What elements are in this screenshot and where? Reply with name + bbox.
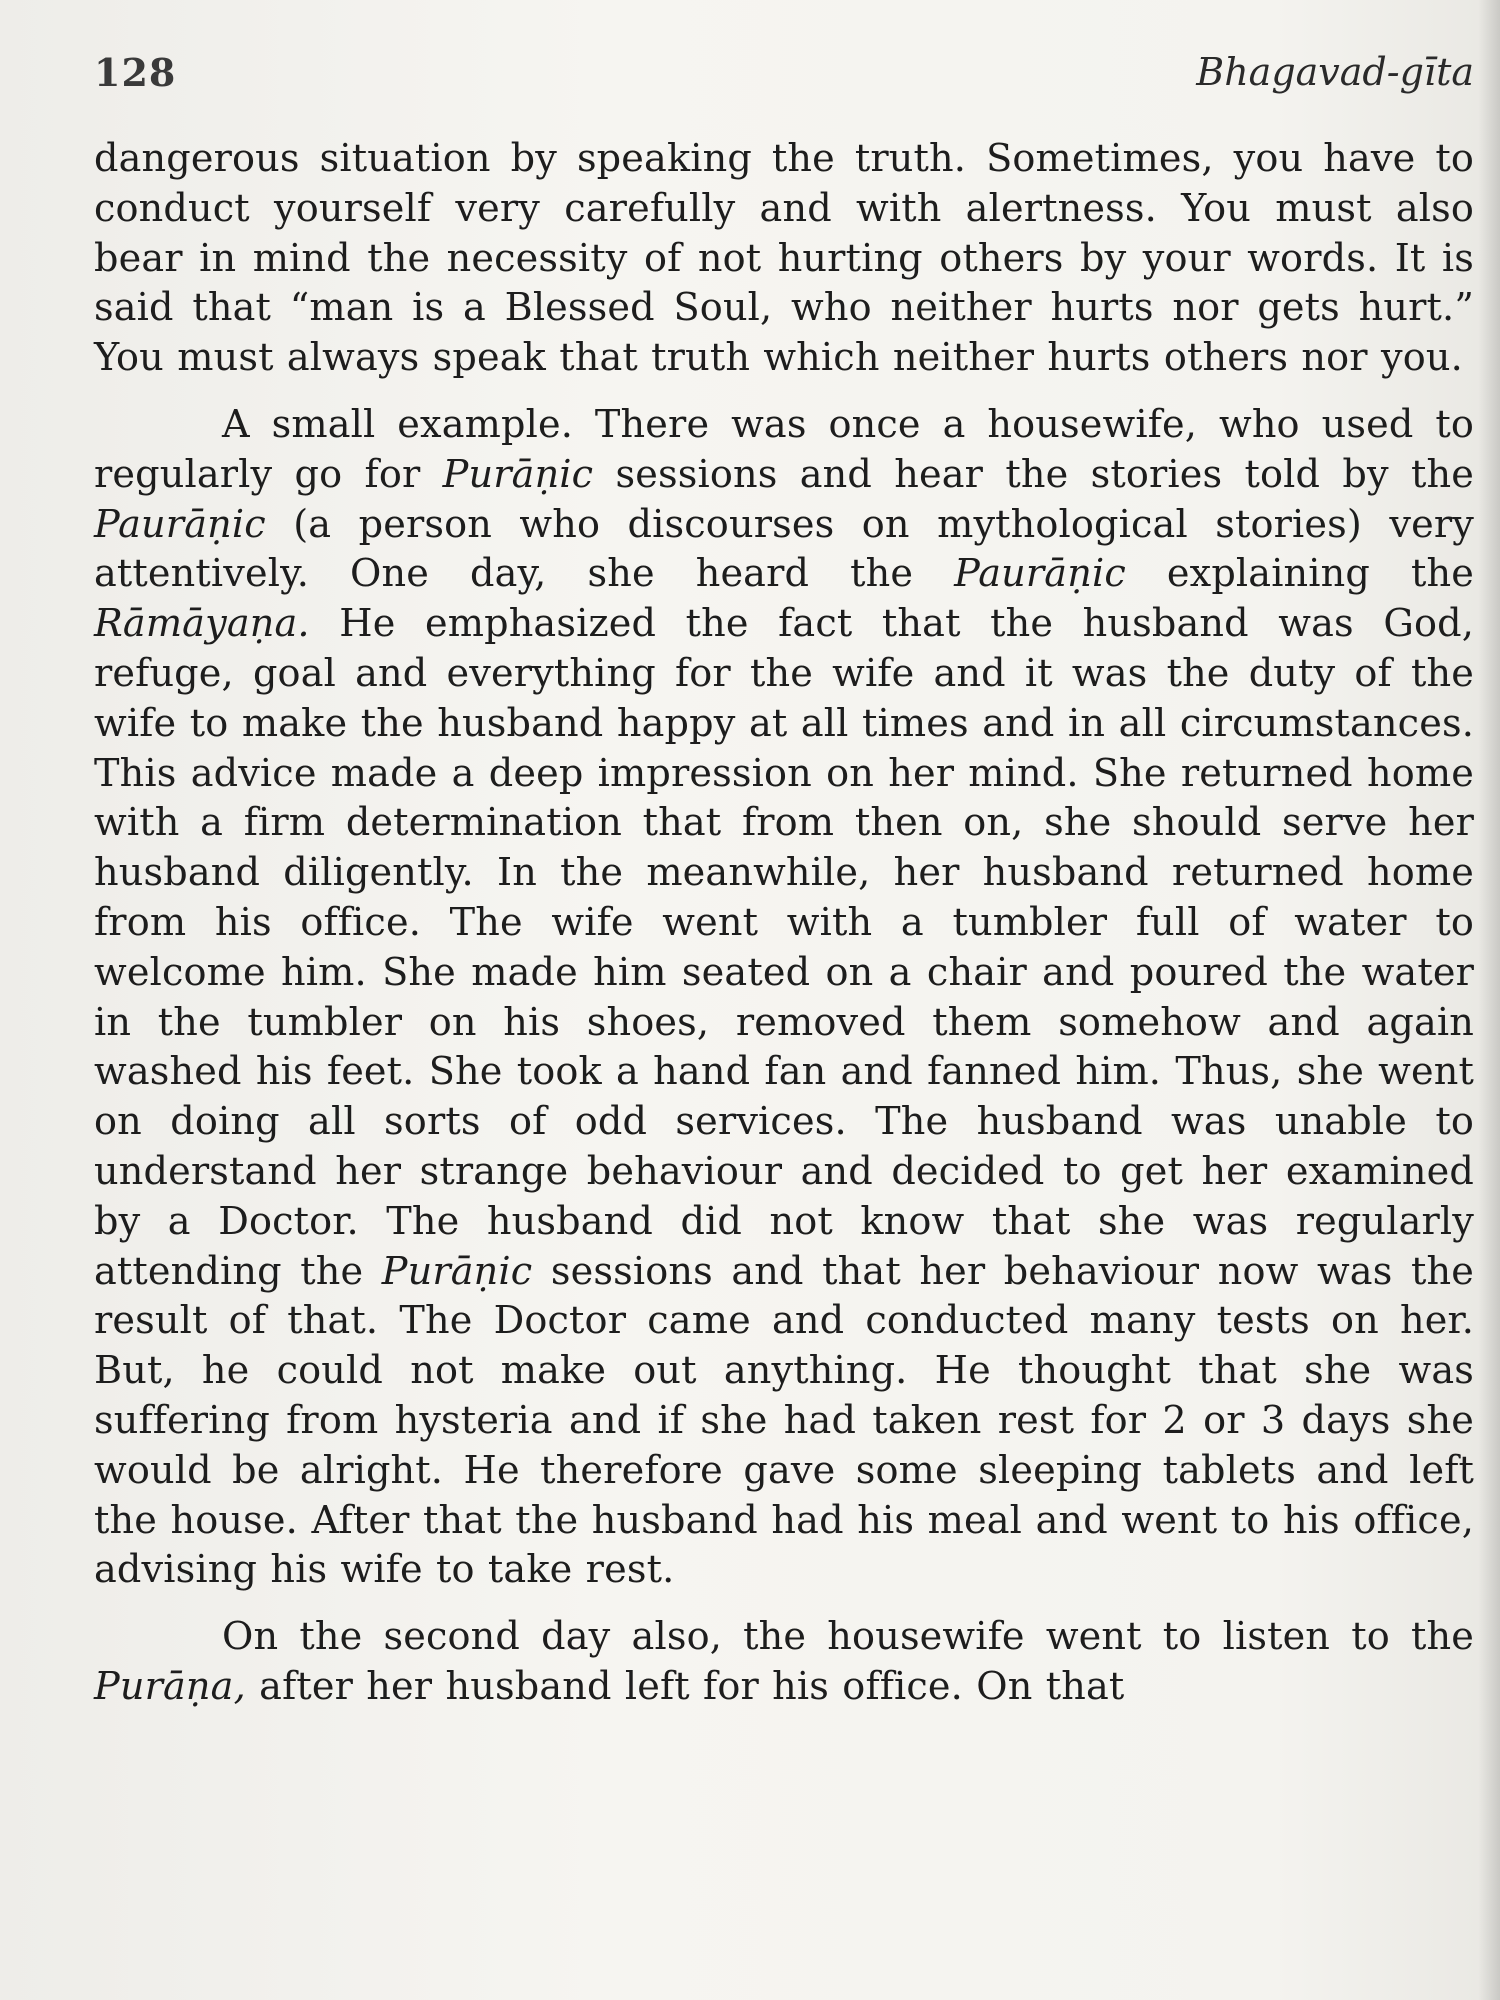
page-number: 128 xyxy=(94,50,177,95)
italic-term: Purāṇic xyxy=(442,452,594,497)
page-spine-shadow xyxy=(1478,0,1500,2000)
paragraph xyxy=(94,135,1474,384)
text-run: On the second day also, the housewife went to listen to the xyxy=(222,1615,1474,1660)
text-run: after her husband left for his office. On that xyxy=(245,1664,1125,1709)
running-title: Bhagavad-gīta xyxy=(1196,50,1474,94)
text-run: dangerous situation by speaking the truth. Sometimes, you have to conduct yourself very carefully and with alertness. You must also bear in mind the necessity of not hurting others by your words. It is said that “man is a Blessed Soul, who neither hurts nor gets hurt.” You must always speak that truth which neither hurts others nor you. xyxy=(94,137,1474,381)
italic-term: Purāṇa, xyxy=(94,1664,246,1709)
italic-term: Paurāṇic xyxy=(94,502,266,547)
text-run: He emphasized the fact that the husband was God, refuge, goal and everything for the wife and it was the duty of the wife to make the husband happy at all times and in all circumstances. This advice made a deep impression on her mind. She returned home with a firm determination that from then on, she should serve her husband diligently. In the meanwhile, her husband returned home from his office. The wife went with a tumbler full of water to welcome him. She made him seated on a chair and poured the water in the tumbler on his shoes, removed them somehow and again washed his feet. She took a hand fan and fanned him. Thus, she went on doing all sorts of odd services. The husband was unable to understand her strange behaviour and decided to get her examined by a Doctor. The husband did not know that she was regularly attending the xyxy=(94,602,1474,1294)
italic-term: Rāmāyaṇa. xyxy=(94,602,310,647)
text-run: sessions and hear the stories told by the xyxy=(593,452,1474,497)
body-text xyxy=(94,135,1474,1713)
text-run: A small example. There was once a housewife, who used to regularly go for xyxy=(94,402,1474,497)
text-run: (a person who discourses on mythological stories) very attentively. One day, she heard the xyxy=(94,502,1474,597)
paragraph xyxy=(94,401,1474,1596)
text-run: sessions and that her behaviour now was the result of that. The Doctor came and conducted many tests on her. But, he could not make out anything. He thought that she was suffering from hysteria and if she had taken rest for 2 or 3 days she would be alright. He therefore gave some sleeping tablets and left the house. After that the husband had his meal and went to his office, advising his wife to take rest. xyxy=(94,1249,1474,1593)
page-header xyxy=(94,50,1474,110)
text-run: explaining the xyxy=(1125,552,1474,597)
paragraph xyxy=(94,1613,1474,1713)
italic-term: Paurāṇic xyxy=(954,552,1126,597)
italic-term: Purāṇic xyxy=(381,1249,533,1294)
